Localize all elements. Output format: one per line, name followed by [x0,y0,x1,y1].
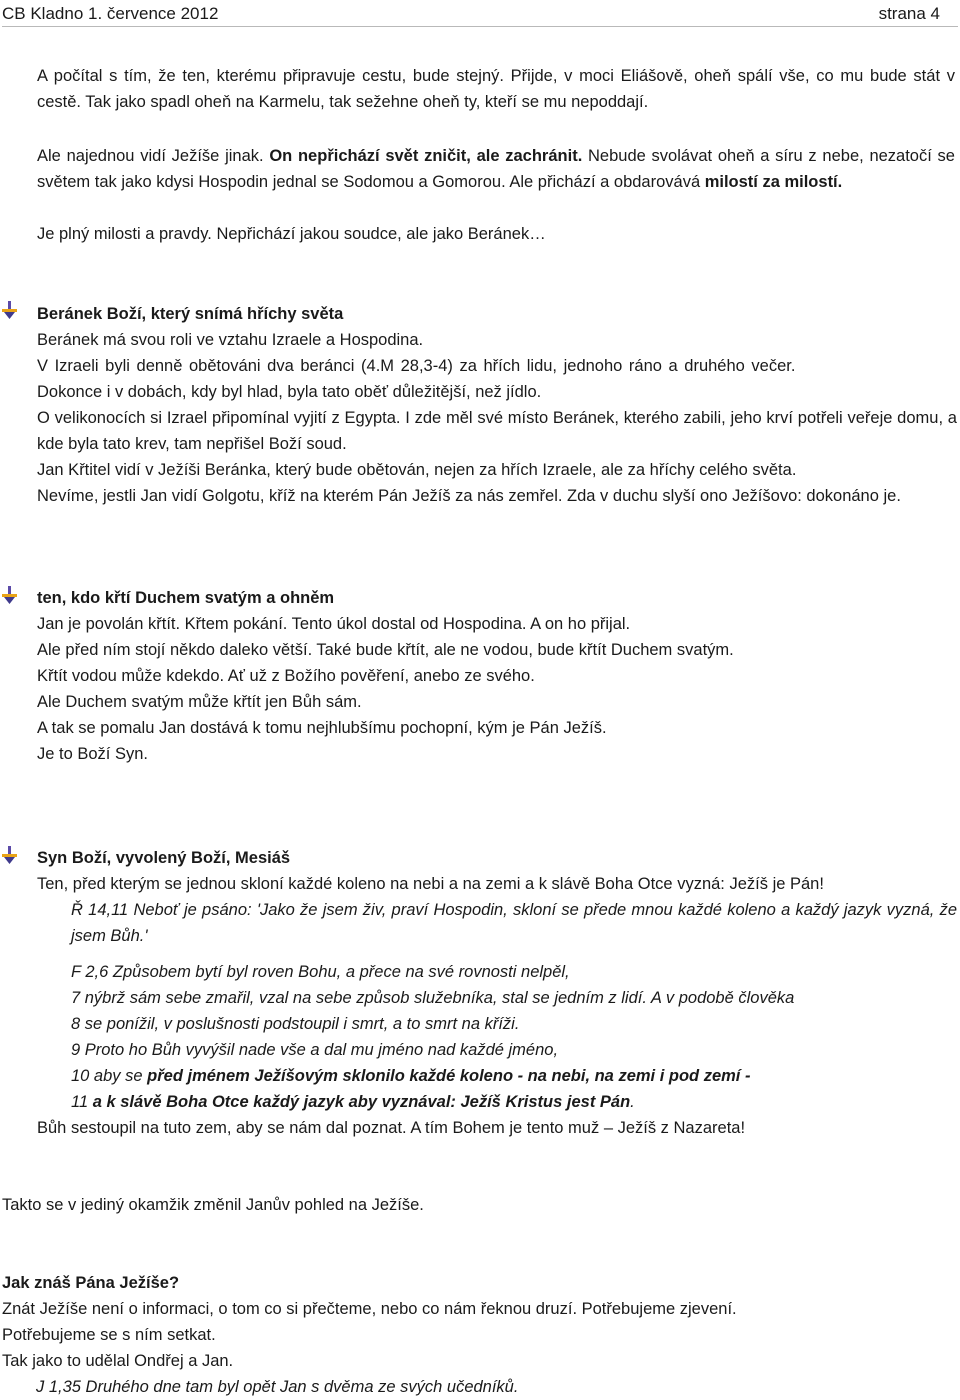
header-title: CB Kladno 1. července 2012 [2,4,219,23]
text-line: Tak jako to udělal Ondřej a Jan. [2,1352,234,1370]
text-line: Jan je povolán křtít. Křtem pokání. Tento úkol dostal od Hospodina. A on ho přijal. [37,615,631,633]
text-line: Je to Boží Syn. [37,745,148,763]
intro-p2-emphasis-2: milostí za milostí. [704,173,843,191]
intro-p2-text: Ale najednou vidí Ježíše jinak. [37,147,270,165]
scripture-emphasis: a k slávě Boha Otce každý jazyk aby vyznával: Ježíš Kristus jest Pán [92,1093,631,1111]
section-baptism [37,585,957,767]
intro-paragraph-1: A počítal s tím, že ten, kterému připravuje cestu, bude stejný. Přijde, v moci Eliášově, oheň spálí vše, co mu bude stát v cestě. Tak jako spadl oheň na Karmelu, tak sežehne oheň ty, kteří se mu nepoddají. [37,67,955,111]
outro-section [2,1270,952,1400]
text-line: Bůh sestoupil na tuto zem, aby se nám dal poznat. A tím Bohem je tento muž – Ježíš z Nazareta! [37,1119,746,1137]
scripture-line: 8 se ponížil, v poslušnosti podstoupil i smrt, a to smrt na kříži. [71,1015,520,1033]
text-line: Nevíme, jestli Jan vidí Golgotu, kříž na kterém Pán Ježíš za nás zemřel. Zda v duchu slyší ono Ježíšovo: dokonáno je. [37,487,901,505]
section-title: Syn Boží, vyvolený Boží, Mesiáš [37,849,291,867]
section-lamb-of-god [37,301,957,509]
intro-p3-rest: Nepřichází jakou soudce, ale jako Beránek… [211,225,546,243]
text-line: O velikonocích si Izrael připomínal vyjití z Egypta. I zde měl své místo Beránek, kterého zabili, jeho krví potřeli veřeje domu, a kde byla tato krev, tam nepřišel Boží soud. [37,409,957,453]
intro-p3-text: Je plný milosti a pravdy. [37,225,212,243]
scripture-line [71,1063,957,1089]
text-line: Ale Duchem svatým může křtít jen Bůh sám. [37,693,362,711]
scripture-quote-block [37,897,957,1115]
text-line: Ale před ním stojí někdo daleko větší. Také bude křtít, ale ne vodou, bude křtít Duchem svatým. [37,641,734,659]
scripture-quote: Ř 14,11 Neboť je psáno: 'Jako že jsem živ, praví Hospodin, skloní se přede mnou každé koleno a každý jazyk vyzná, že jsem Bůh.' [71,901,957,945]
scripture-line [71,1089,957,1115]
intro-paragraph-2 [37,143,955,195]
text-line: Ten, před kterým se jednou skloní každé koleno na nebi a na zemi a k slávě Boha Otce vyzná: Ježíš je Pán! [37,875,824,893]
text-line: Jan Křtitel vidí v Ježíši Beránka, který bude obětován, nejen za hřích Izraele, ale za hříchy celého světa. [37,461,797,479]
text-line: V Izraeli byli denně obětováni dva beránci (4.M 28,3-4) za hřích lidu, jednoho ráno a druhého večer. [37,357,796,375]
arrow-bullet-icon [0,585,20,605]
arrow-bullet-icon [0,300,20,320]
text-line: Dokonce i v dobách, kdy byl hlad, byla tato oběť důležitější, než jídlo. [37,383,542,401]
page-number: strana 4 [878,4,940,23]
section-son-of-god [37,845,957,1141]
outro-paragraph: Takto se v jediný okamžik změnil Janův pohled na Ježíše. [2,1196,424,1214]
scripture-emphasis: před jménem Ježíšovým sklonilo každé koleno - na nebi, na zemi i pod zemí - [147,1067,751,1085]
intro-paragraph-3 [37,221,955,247]
scripture-line: 9 Proto ho Bůh vyvýšil nade vše a dal mu jméno nad každé jméno, [71,1041,559,1059]
text-line: A tak se pomalu Jan dostává k tomu nejhlubšímu pochopní, kým je Pán Ježíš. [37,719,607,737]
page-header [2,2,958,27]
scripture-verse-number: 11 [71,1093,93,1111]
arrow-bullet-icon [0,845,20,865]
text-line: Křtít vodou může kdekdo. Ať už z Božího pověření, anebo ze svého. [37,667,535,685]
outro-heading: Jak znáš Pána Ježíše? [2,1274,180,1292]
section-title: ten, kdo křtí Duchem svatým a ohněm [37,589,335,607]
text-line: Potřebujeme se s ním setkat. [2,1326,216,1344]
scripture-line: J 1,35 Druhého dne tam byl opět Jan s dvěma ze svých učedníků. [36,1378,519,1396]
scripture-verse-number: 10 aby se [71,1067,148,1085]
text-line: Znát Ježíše není o informaci, o tom co si přečteme, nebo co nám řeknou druzí. Potřebujeme zjevení. [2,1300,737,1318]
section-title: Beránek Boží, který snímá hříchy světa [37,305,344,323]
scripture-line: 7 nýbrž sám sebe zmařil, vzal na sebe způsob služebníka, stal se jedním z lidí. A v podobě člověka [71,989,795,1007]
scripture-line: F 2,6 Způsobem bytí byl roven Bohu, a přece na své rovnosti nelpěl, [71,963,570,981]
text-line: Beránek má svou roli ve vztahu Izraele a Hospodina. [37,331,424,349]
intro-p2-emphasis: On nepřichází svět zničit, ale zachránit. [269,147,583,165]
scripture-period: . [630,1093,635,1111]
intro-p2-rest: Nebude svolávat oheň a síru z nebe, nezatočí se světem tak jako kdysi Hospodin jednal se Sodomou a Gomorou. Ale přichází a obdarovává [37,147,955,191]
